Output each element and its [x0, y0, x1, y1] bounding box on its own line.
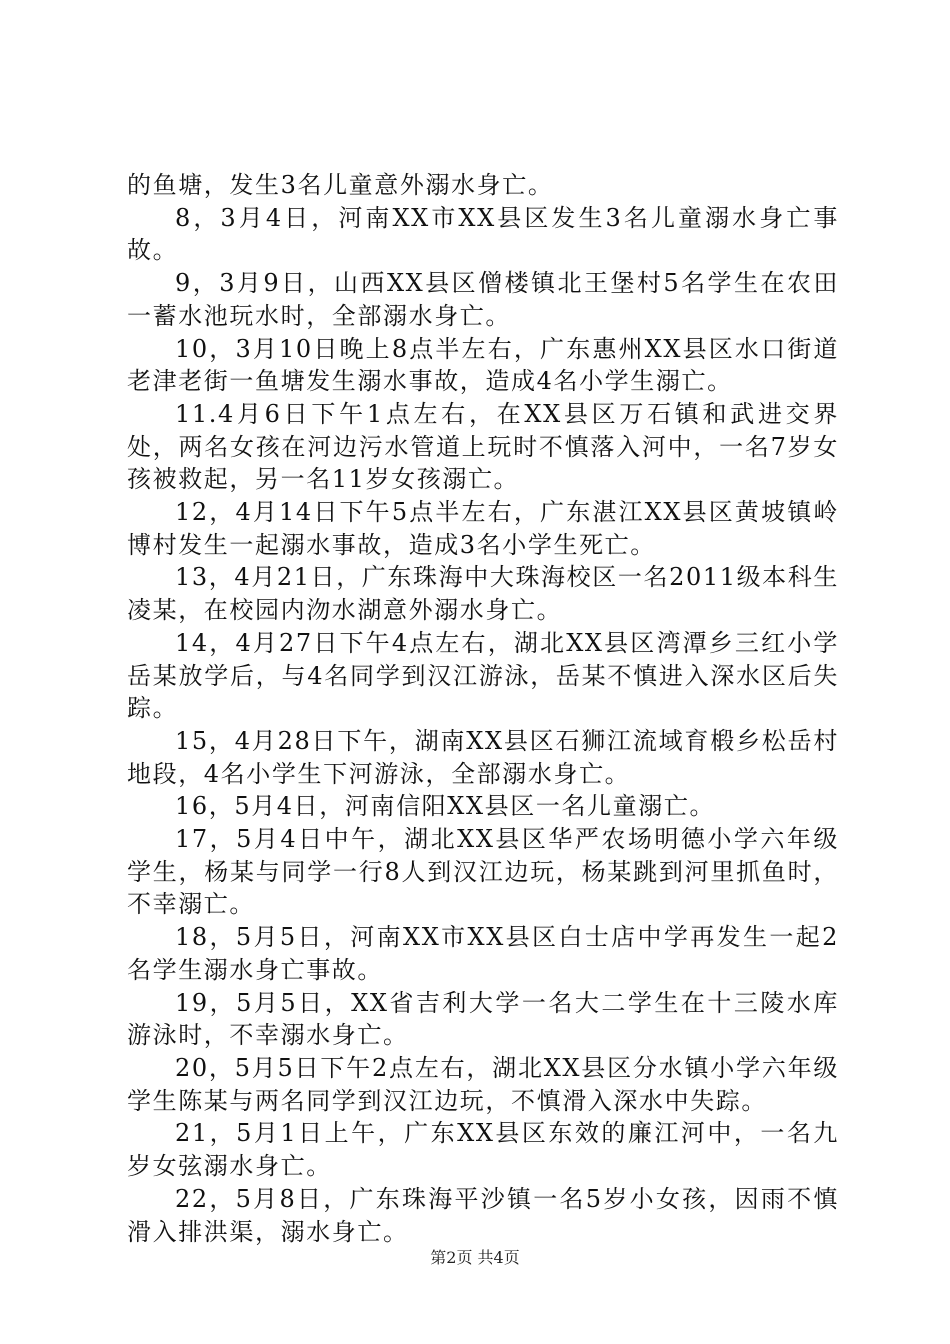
- paragraph: 10，3月10日晚上8点半左右，广东惠州XX县区水口街道老津老街一鱼塘发生溺水事故，造成4名小学生溺亡。: [127, 334, 839, 396]
- paragraph: 19，5月5日，XX省吉利大学一名大二学生在十三陵水库游泳时，不幸溺水身亡。: [127, 988, 839, 1050]
- paragraph: 8，3月4日，河南XX市XX县区发生3名儿童溺水身亡事故。: [127, 203, 839, 265]
- paragraph: 的鱼塘，发生3名儿童意外溺水身亡。: [127, 171, 554, 199]
- paragraph: 11.4月6日下午1点左右，在XX县区万石镇和武进交界处，两名女孩在河边污水管道上玩时不慎落入河中，一名7岁女孩被救起，另一名11岁女孩溺亡。: [127, 399, 839, 494]
- paragraph: 17，5月4日中午，湖北XX县区华严农场明德小学六年级学生，杨某与同学一行8人到汉江边玩，杨某跳到河里抓鱼时，不幸溺亡。: [127, 825, 839, 919]
- paragraph: 9，3月9日，山西XX县区僧楼镇北王堡村5名学生在农田一蓄水池玩水时，全部溺水身亡。: [127, 269, 839, 330]
- paragraph: 21，5月1日上午，广东XX县区东效的廉江河中，一名九岁女弦溺水身亡。: [127, 1119, 839, 1181]
- paragraph: 13，4月21日，广东珠海中大珠海校区一名2011级本科生凌某，在校园内沕水湖意外溺水身亡。: [127, 563, 839, 625]
- paragraph: 16，5月4日，河南信阳XX县区一名儿童溺亡。: [175, 792, 716, 821]
- document-body: [127, 169, 839, 1248]
- paragraph: 22，5月8日，广东珠海平沙镇一名5岁小女孩，因雨不慎滑入排洪渠，溺水身亡。: [127, 1184, 839, 1246]
- page-footer: 第2页 共4页: [430, 1248, 520, 1267]
- paragraph: 20，5月5日下午2点左右，湖北XX县区分水镇小学六年级学生陈某与两名同学到汉江边玩，不慎滑入深水中失踪。: [127, 1053, 839, 1115]
- paragraph: 15，4月28日下午，湖南XX县区石狮江流域育椴乡松岳村地段，4名小学生下河游泳，全部溺水身亡。: [127, 726, 839, 788]
- paragraph: 12，4月14日下午5点半左右，广东湛江XX县区黄坡镇岭博村发生一起溺水事故，造成3名小学生死亡。: [127, 498, 839, 559]
- paragraph: 14，4月27日下午4点左右，湖北XX县区湾潭乡三红小学岳某放学后，与4名同学到汉江游泳，岳某不慎进入深水区后失踪。: [127, 628, 839, 723]
- paragraph: 18，5月5日，河南XX市XX县区白士店中学再发生一起2名学生溺水身亡事故。: [127, 923, 839, 984]
